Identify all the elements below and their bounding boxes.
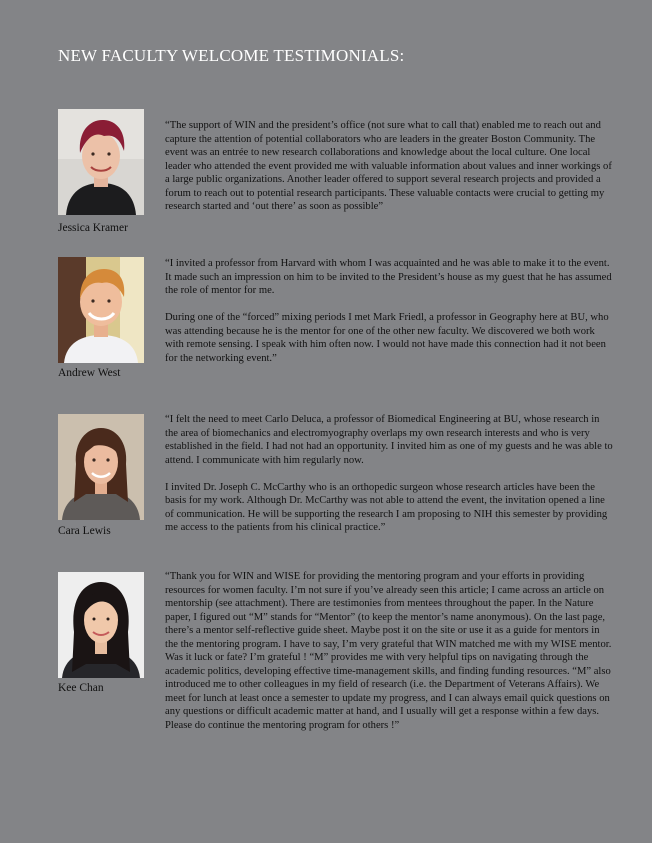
- portrait-photo-andrew-west: [58, 257, 144, 363]
- testimonial-name: Cara Lewis: [58, 525, 111, 537]
- portrait-photo-jessica-kramer: [58, 109, 144, 215]
- testimonial-quote: [165, 119, 613, 214]
- quote-paragraph: “The support of WIN and the president’s office (not sure what to call that) enabled me to reach out and capture the attention of potential collaborators who are leaders in the greater Boston Community. The event was an entrée to new research collaborations and knowledge about the local culture. One local leader who attended the event provided me with valuable information about values and inner workings of a large public organizations. Another leader offered to support several research projects and provided a forum to reach out to potential research participants. These valuable contacts were crucial to getting my research started and ‘out there’ as soon as possible”: [165, 120, 612, 212]
- testimonial-quote: [165, 257, 613, 365]
- page-title: NEW FACULTY WELCOME TESTIMONIALS:: [58, 46, 405, 65]
- testimonial-quote: [165, 413, 613, 535]
- portrait-photo: [58, 257, 144, 363]
- testimonial-name: Jessica Kramer: [58, 222, 128, 234]
- portrait-photo: [58, 109, 144, 215]
- testimonial-quote: [165, 570, 613, 732]
- portrait-photo: [58, 572, 144, 678]
- quote-paragraph: “Thank you for WIN and WISE for providing the mentoring program and your efforts in providing resources for women faculty. I’m not sure if you’ve already seen this article; I came across an article on mentorship (see attachment). There are testimonies from mentees throughout the paper. In the Nature paper, I figured out “M” stands for “Mentor” (to keep the mentor’s name anonymous). On the last page, there’s a mentor self-reflective guide sheet. Maybe post it on the site or use it as a guide for mentors in the the mentoring program. I have to say, I’m very grateful that WIN matched me with my WISE mentor. Was it luck or fate? I’m grateful ! “M” provides me with very helpful tips on navigating through the academic politics, developing effective time-management skills, and finding funding resources. “M” also introduced me to other colleagues in my field of research (i.e. the Department of Veterans Affairs). We meet for lunch at least once a semester to update my progress, and I can always email quick questions on any questions or difficult academic matter at hand, and I usually will get a response within a few days. Please do continue the mentoring program for others !”: [165, 571, 612, 731]
- portrait-photo: [58, 414, 144, 520]
- quote-paragraph: I invited Dr. Joseph C. McCarthy who is an orthopedic surgeon whose research articles have been the basis for my work. Although Dr. McCarthy was not able to attend the event, the invitation opened a line of communication. He will be supporting the research I am proposing to NIH this semester by providing me access to the patients from his clinical practice.”: [165, 481, 608, 533]
- portrait-photo-kee-chan: [58, 572, 144, 678]
- quote-paragraph: “I felt the need to meet Carlo Deluca, a professor of Biomedical Engineering at BU, whose research in the area of biomechanics and electromyography overlaps my own research interests and who is very established in the field. I had not had an opportunity. I invited him as one of my guests and he was able to attend. I communicate with him regularly now.: [165, 414, 613, 466]
- portrait-photo-cara-lewis: [58, 414, 144, 520]
- testimonial-name: Kee Chan: [58, 682, 104, 694]
- quote-paragraph: During one of the “forced” mixing periods I met Mark Friedl, a professor in Geography here at BU, who was attending because he is the mentor for one of the other new faculty. We discovered we both work with remote sensing. I speak with him often now. I would not have made this connection had it not been for the networking event.”: [165, 312, 609, 364]
- testimonial-name: Andrew West: [58, 367, 121, 379]
- quote-paragraph: “I invited a professor from Harvard with whom I was acquainted and he was able to make it to the event. It made such an impression on him to be invited to the President’s house as my guest that he has assumed the role of mentor for me.: [165, 258, 612, 296]
